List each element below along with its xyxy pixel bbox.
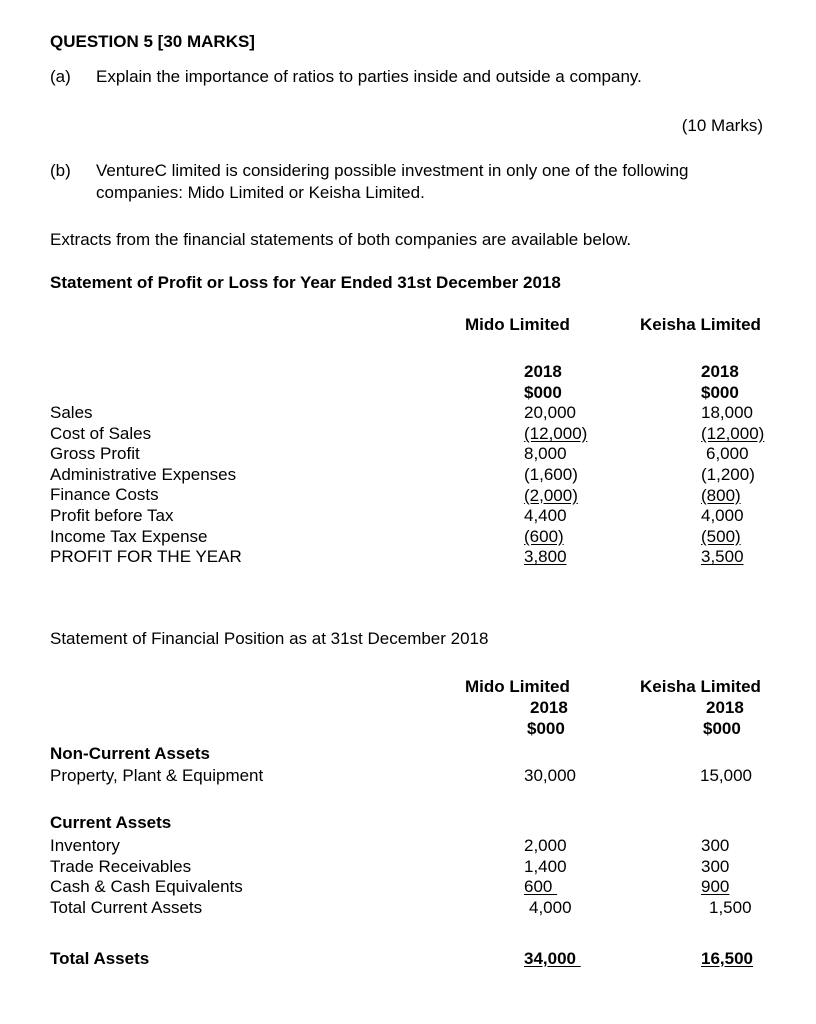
pl-company1-header: Mido Limited bbox=[465, 315, 570, 334]
current-mido-column bbox=[524, 836, 572, 918]
current-label: Trade Receivables bbox=[50, 856, 192, 876]
pl-mido-value: 20,000 bbox=[524, 403, 576, 423]
pl-label: Gross Profit bbox=[50, 444, 140, 464]
sfp-company1-year: 2018 bbox=[530, 698, 568, 717]
pl-mido-value: (2,000) bbox=[524, 485, 578, 505]
sfp-company2-unit: $000 bbox=[703, 719, 741, 738]
sfp-company2-header: Keisha Limited bbox=[640, 677, 761, 696]
current-mido-value: 2,000 bbox=[524, 836, 567, 855]
pl-mido-year: 2018 bbox=[524, 362, 562, 381]
pl-label: PROFIT FOR THE YEAR bbox=[50, 547, 242, 567]
pl-keisha-value: (800) bbox=[701, 485, 741, 505]
pl-label: Sales bbox=[50, 403, 93, 422]
extracts-text: Extracts from the financial statements of both companies are available below. bbox=[50, 230, 632, 249]
pl-label: Profit before Tax bbox=[50, 505, 174, 525]
current-label: Cash & Cash Equivalents bbox=[50, 877, 243, 897]
current-mido-value: 600 bbox=[524, 877, 553, 897]
pl-label: Income Tax Expense bbox=[50, 526, 208, 546]
ppe-mido: 30,000 bbox=[524, 766, 576, 785]
pl-mido-value: 4,400 bbox=[524, 506, 567, 526]
pl-keisha-value: (1,200) bbox=[701, 464, 755, 484]
pl-keisha-value: 6,000 bbox=[706, 444, 749, 464]
ppe-label: Property, Plant & Equipment bbox=[50, 766, 264, 785]
current-heading: Current Assets bbox=[50, 813, 172, 832]
sfp-title: Statement of Financial Position as at 31st December 2018 bbox=[50, 629, 489, 648]
pl-keisha-unit: $000 bbox=[701, 382, 739, 402]
non-current-heading: Non-Current Assets bbox=[50, 744, 210, 763]
current-keisha-value: 300 bbox=[701, 836, 730, 855]
pl-mido-value: (1,600) bbox=[524, 464, 578, 484]
current-label: Total Current Assets bbox=[50, 897, 203, 917]
pl-mido-value: 3,800 bbox=[524, 547, 567, 567]
part-a-marks: (10 Marks) bbox=[681, 116, 763, 135]
pl-mido-value: 8,000 bbox=[524, 444, 567, 464]
current-label: Inventory bbox=[50, 836, 120, 855]
part-b-label: (b) bbox=[50, 161, 71, 180]
part-a-label: (a) bbox=[50, 67, 71, 86]
pl-title: Statement of Profit or Loss for Year Ended 31st December 2018 bbox=[50, 273, 561, 292]
sfp-company1-header: Mido Limited bbox=[465, 677, 570, 696]
part-b-line2: companies: Mido Limited or Keisha Limited. bbox=[96, 183, 425, 202]
pl-keisha-value: 18,000 bbox=[701, 403, 753, 423]
part-b-line1: VentureC limited is considering possible investment in only one of the following bbox=[96, 161, 689, 180]
current-mido-value: 4,000 bbox=[529, 897, 572, 917]
current-keisha-column bbox=[701, 836, 752, 918]
pl-keisha-column bbox=[701, 362, 764, 568]
current-keisha-value: 1,500 bbox=[709, 897, 752, 917]
pl-mido-unit: $000 bbox=[524, 382, 562, 402]
pl-labels bbox=[50, 403, 242, 568]
pl-mido-value: (12,000) bbox=[524, 423, 588, 443]
pl-mido-value: (600) bbox=[524, 526, 564, 546]
pl-keisha-year: 2018 bbox=[701, 362, 739, 381]
current-keisha-value: 900 bbox=[701, 877, 730, 897]
pl-label: Finance Costs bbox=[50, 485, 159, 505]
pl-label: Cost of Sales bbox=[50, 423, 152, 443]
part-a-text: Explain the importance of ratios to parties inside and outside a company. bbox=[96, 67, 642, 86]
current-labels bbox=[50, 836, 243, 918]
pl-keisha-value: 3,500 bbox=[701, 547, 744, 567]
pl-keisha-value: (12,000) bbox=[701, 423, 765, 443]
question-title: QUESTION 5 [30 MARKS] bbox=[50, 32, 255, 51]
pl-keisha-value: 4,000 bbox=[701, 506, 744, 526]
pl-company2-header: Keisha Limited bbox=[640, 315, 761, 334]
pl-mido-column bbox=[524, 362, 587, 568]
total-assets-keisha: 16,500 bbox=[701, 949, 753, 968]
current-mido-value: 1,400 bbox=[524, 856, 567, 876]
ppe-keisha: 15,000 bbox=[700, 766, 752, 785]
sfp-company1-unit: $000 bbox=[527, 719, 565, 738]
pl-keisha-value: (500) bbox=[701, 526, 741, 546]
current-keisha-value: 300 bbox=[701, 856, 730, 876]
total-assets-mido: 34,000 bbox=[524, 949, 576, 968]
sfp-company2-year: 2018 bbox=[706, 698, 744, 717]
pl-label: Administrative Expenses bbox=[50, 464, 237, 484]
total-assets-label: Total Assets bbox=[50, 949, 150, 968]
